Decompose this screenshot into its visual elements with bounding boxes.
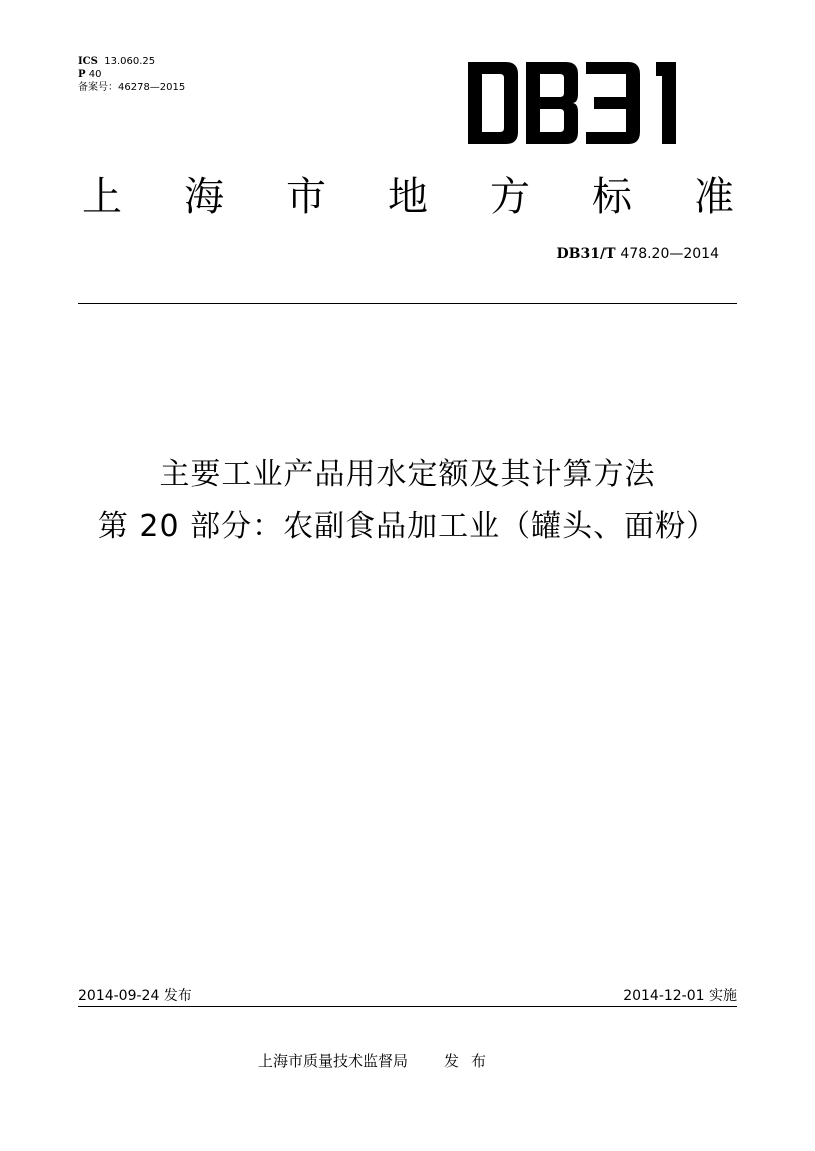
publisher-action: 发布 [444, 1052, 499, 1070]
record-line [78, 81, 185, 94]
ics-code: 13.060.25 [104, 56, 156, 67]
p-label: P [78, 69, 86, 80]
p-code: 40 [88, 69, 102, 80]
implementation-date: 2014-12-01 实施 [623, 988, 737, 1004]
ics-label: ICS [78, 56, 98, 67]
release-date: 2014-09-24 发布 [78, 988, 192, 1004]
header-divider [78, 303, 737, 304]
db31-logo-graphic [468, 62, 692, 144]
standard-type-char: 市 [286, 173, 326, 220]
standard-number [557, 246, 720, 262]
standard-type-char: 标 [592, 173, 632, 220]
standard-type-char: 海 [184, 173, 224, 220]
db31-logo [468, 62, 692, 144]
ics-line [78, 55, 185, 68]
record-label: 备案号： [78, 82, 118, 93]
standard-type-heading [78, 168, 738, 218]
standard-number-prefix: DB31/T [556, 246, 616, 262]
standard-type-char: 上 [82, 173, 122, 220]
record-number: 46278—2015 [118, 82, 186, 93]
publisher-line [258, 1050, 498, 1071]
document-metadata [78, 55, 185, 94]
document-title-line-2: 第 20 部分：农副食品加工业（罐头、面粉） [97, 509, 718, 544]
p-line [78, 68, 185, 81]
publisher-name: 上海市质量技术监督局 [258, 1052, 409, 1070]
footer-divider [78, 1006, 737, 1007]
standard-number-value: 478.20—2014 [620, 246, 719, 262]
document-title-line-1: 主要工业产品用水定额及其计算方法 [159, 457, 656, 492]
standard-type-char: 方 [490, 173, 530, 220]
standard-type-char: 准 [694, 173, 734, 220]
standard-type-char: 地 [388, 173, 428, 220]
